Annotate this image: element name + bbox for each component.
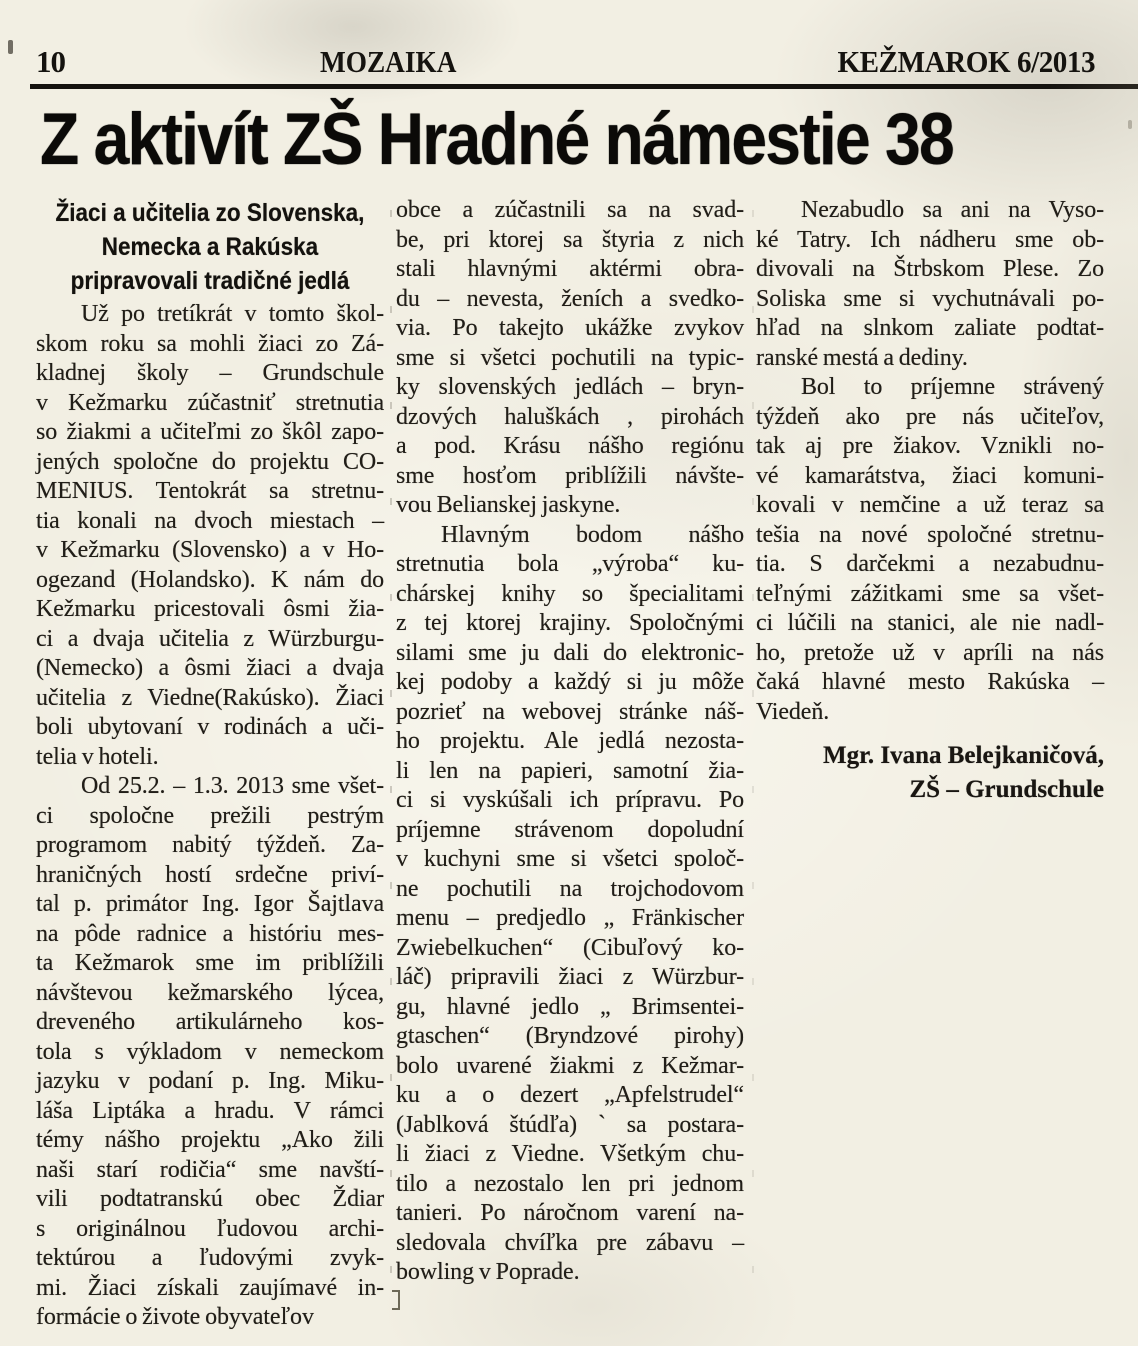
text-line: teľnými zážitkami sme sa všet-: [756, 580, 1104, 607]
text-line: be, pri ktorej sa štyria z nich: [396, 226, 744, 253]
text-line: ci si vyskúšali ich prípravu. Po: [396, 787, 744, 813]
text-line: MENIUS. Tentokrát sa stretnu-: [36, 478, 384, 504]
subhead-line: Nemecka a Rakúska: [101, 233, 319, 261]
issue-title: KEŽMAROK 6/2013: [837, 44, 1095, 79]
text-line: ho projektu. Ale jedlá nezosta-: [396, 728, 744, 754]
text-line: dreveného artikulárneho kos-: [36, 1009, 384, 1035]
article-paragraph: [756, 373, 1104, 727]
text-line: li len na papieri, samotní žia-: [396, 757, 744, 784]
text-line: stali hlavnými aktérmi obra-: [396, 256, 744, 282]
text-line: pozrieť na webovej stránke náš-: [396, 698, 744, 725]
text-line: du – nevesta, ženích a svedko-: [396, 285, 744, 312]
column-rule-artifact: [752, 210, 754, 1340]
text-line: boli ubytovaní v rodinách a uči-: [36, 714, 384, 740]
text-line: gtaschen“ (Bryndzové pirohy): [396, 1023, 744, 1049]
text-line: dzových haluškách , pirohách: [396, 403, 744, 430]
text-line: tia. S darčekmi a nezabudnu-: [756, 551, 1104, 577]
text-line: na pôde radnice a históriu mes-: [36, 920, 384, 947]
text-line: ta Kežmarok sme im priblížili: [36, 950, 384, 976]
text-line: programom nabitý týždeň. Za-: [36, 832, 384, 858]
text-line: v kuchyni sme si všetci spoloč-: [396, 846, 744, 872]
text-line: kladnej školy – Grundschule: [36, 360, 384, 386]
text-line: sme hosťom priblížili návšte-: [396, 462, 744, 489]
text-line: Zwiebelkuchen“ (Cibuľový ko-: [396, 934, 744, 961]
text-line: li žiaci z Viedne. Všetkým chu-: [396, 1141, 744, 1167]
text-line: Už po tretíkrát v tomto škol-: [81, 301, 384, 327]
text-line: v Kežmarku (Slovensko) a v Ho-: [36, 537, 384, 563]
text-line: ranské mestá a dediny.: [756, 344, 968, 371]
text-line: mi. Žiaci získali zaujímavé in-: [36, 1274, 384, 1301]
text-line: ci lúčili na stanici, ale nie nadl-: [756, 610, 1104, 636]
text-line: tola s výkladom v nemeckom: [36, 1038, 384, 1065]
text-line: Bol to príjemne strávený: [801, 374, 1104, 400]
text-line: Soliska sme si vychutnávali po-: [756, 285, 1104, 312]
text-line: ky slovenských jedlách – bryn-: [396, 374, 744, 400]
section-title: MOZAIKA: [320, 44, 457, 79]
text-line: skom roku sa mohli žiaci zo Zá-: [36, 330, 384, 357]
text-line: hľad na slnkom zaliate podtat-: [756, 315, 1104, 341]
article-column-2: [396, 196, 744, 1333]
text-line: tešia na nové spoločné stretnu-: [756, 521, 1104, 548]
text-line: vé kamarátstva, žiaci komuni-: [756, 462, 1104, 489]
text-line: chárskej knihy so špecialitami: [396, 580, 744, 607]
text-line: sledovala chvíľka pre zábavu –: [396, 1229, 744, 1256]
article-paragraph: [396, 196, 744, 521]
text-line: tilo a nezostalo len pri jednom: [396, 1170, 744, 1197]
text-line: tia konali na dvoch miestach –: [36, 507, 384, 534]
text-line: vou Belianskej jaskyne.: [396, 492, 621, 518]
text-line: láč) pripravili žiaci z Würzbur-: [396, 964, 744, 990]
text-line: v Kežmarku zúčastniť stretnutia: [36, 389, 384, 416]
text-line: jazyku v podaní p. Ing. Miku-: [36, 1068, 384, 1094]
article-subhead: [53, 196, 366, 298]
text-line: návštevou kežmarského lýcea,: [36, 979, 384, 1006]
text-line: príjemne strávenom dopoludní: [396, 816, 744, 843]
text-line: (Jablková štúdľa) ` sa postara-: [396, 1111, 744, 1138]
text-line: kovali v nemčine a už teraz sa: [756, 492, 1104, 518]
headline-text: Z aktivít ZŠ Hradné námestie 38: [40, 99, 953, 180]
text-line: silami sme ju dali do elektronic-: [396, 639, 744, 666]
article-paragraph: [756, 196, 1104, 373]
text-line: formácie o živote obyvateľov: [36, 1304, 314, 1330]
scan-speck-artifact: [1128, 120, 1132, 129]
text-line: divovali na Štrbskom Plese. Zo: [756, 256, 1104, 282]
subhead-line: Žiaci a učitelia zo Slovenska,: [55, 199, 365, 227]
text-line: z tej ktorej krajiny. Spoločnými: [396, 610, 744, 636]
header-rule: [30, 84, 1138, 89]
article-paragraph: [36, 300, 384, 772]
page-number: 10: [36, 44, 65, 79]
text-line: hraničných hostí srdečne priví-: [36, 861, 384, 888]
text-line: kej podoby a každý si ju môže: [396, 669, 744, 695]
text-line: ku a o dezert „Apfelstrudel“: [396, 1082, 744, 1108]
text-line: Hlavným bodom nášho: [441, 521, 744, 548]
article-headline: [40, 99, 1077, 180]
text-line: ogezand (Holandsko). K nám do: [36, 566, 384, 593]
text-line: ci a dvaja učitelia z Würzburgu-: [36, 625, 384, 652]
text-line: týždeň ako pre nás učiteľov,: [756, 403, 1104, 430]
article-paragraph: [36, 772, 384, 1333]
subhead-line: pripravovali tradičné jedlá: [70, 267, 350, 295]
text-line: (Nemecko) a ôsmi žiaci a dvaja: [36, 655, 384, 681]
text-line: láša Liptáka a hradu. V rámci: [36, 1097, 384, 1124]
text-line: tak aj pre žiakov. Vznikli no-: [756, 433, 1104, 459]
signature-line: ZŠ – Grundschule: [909, 776, 1104, 803]
text-line: a pod. Krásu nášho regiónu: [396, 433, 744, 459]
article-signature: [756, 739, 1104, 807]
scan-speck-artifact: [8, 40, 13, 54]
signature-line: Mgr. Ivana Belejkaničová,: [822, 742, 1104, 769]
article-column-3: [756, 196, 1104, 1333]
column-rule-artifact: [390, 210, 392, 1340]
text-line: jených spoločne do projektu CO-: [36, 448, 384, 475]
text-line: stretnutia bola „výroba“ ku-: [396, 551, 744, 577]
text-line: Kežmarku pricestovali ôsmi žia-: [36, 596, 384, 622]
text-line: sme si všetci pochutili na typic-: [396, 344, 744, 371]
text-line: bowling v Poprade.: [396, 1259, 580, 1285]
text-line: tanieri. Po náročnom varení na-: [396, 1200, 744, 1226]
text-line: s originálnou ľudovou archi-: [36, 1215, 384, 1242]
text-line: Viedeň.: [756, 698, 830, 725]
text-line: ké Tatry. Ich nádheru sme ob-: [756, 226, 1104, 253]
text-line: ho, pretože už v apríli na nás: [756, 639, 1104, 666]
scan-bracket-artifact: [392, 1290, 400, 1310]
text-line: tektúrou a ľudovými zvyk-: [36, 1245, 384, 1271]
article-paragraph: [396, 521, 744, 1288]
text-line: ci spoločne prežili pestrým: [36, 802, 384, 829]
text-line: vili podtatranskú obec Ždiar: [36, 1186, 384, 1212]
text-line: Od 25.2. – 1.3. 2013 sme všet-: [81, 773, 384, 799]
text-line: čaká hlavné mesto Rakúska –: [756, 669, 1104, 695]
text-line: telia v hoteli.: [36, 743, 159, 770]
article-column-1: [36, 196, 384, 1333]
text-line: obce a zúčastnili sa na svad-: [396, 197, 744, 223]
text-line: so žiakmi a učiteľmi zo škôl zapo-: [36, 419, 384, 445]
article-columns: [36, 196, 1104, 1333]
text-line: učitelia z Viedne(Rakúsko). Žiaci: [36, 684, 384, 711]
text-line: gu, hlavné jedlo „ Brimsentei-: [396, 993, 744, 1020]
text-line: via. Po takejto ukážke zvykov: [396, 315, 744, 341]
text-line: bolo uvarené žiakmi z Kežmar-: [396, 1052, 744, 1079]
text-line: témy nášho projektu „Ako žili: [36, 1127, 384, 1153]
text-line: ne pochutili na trojchodovom: [396, 875, 744, 902]
masthead: [0, 44, 1138, 86]
text-line: Nezabudlo sa ani na Vyso-: [801, 197, 1104, 223]
text-line: naši starí rodičia“ sme navští-: [36, 1156, 384, 1183]
text-line: menu – predjedlo „ Fränkischer: [396, 905, 744, 931]
text-line: tal p. primátor Ing. Igor Šajtlava: [36, 891, 384, 917]
